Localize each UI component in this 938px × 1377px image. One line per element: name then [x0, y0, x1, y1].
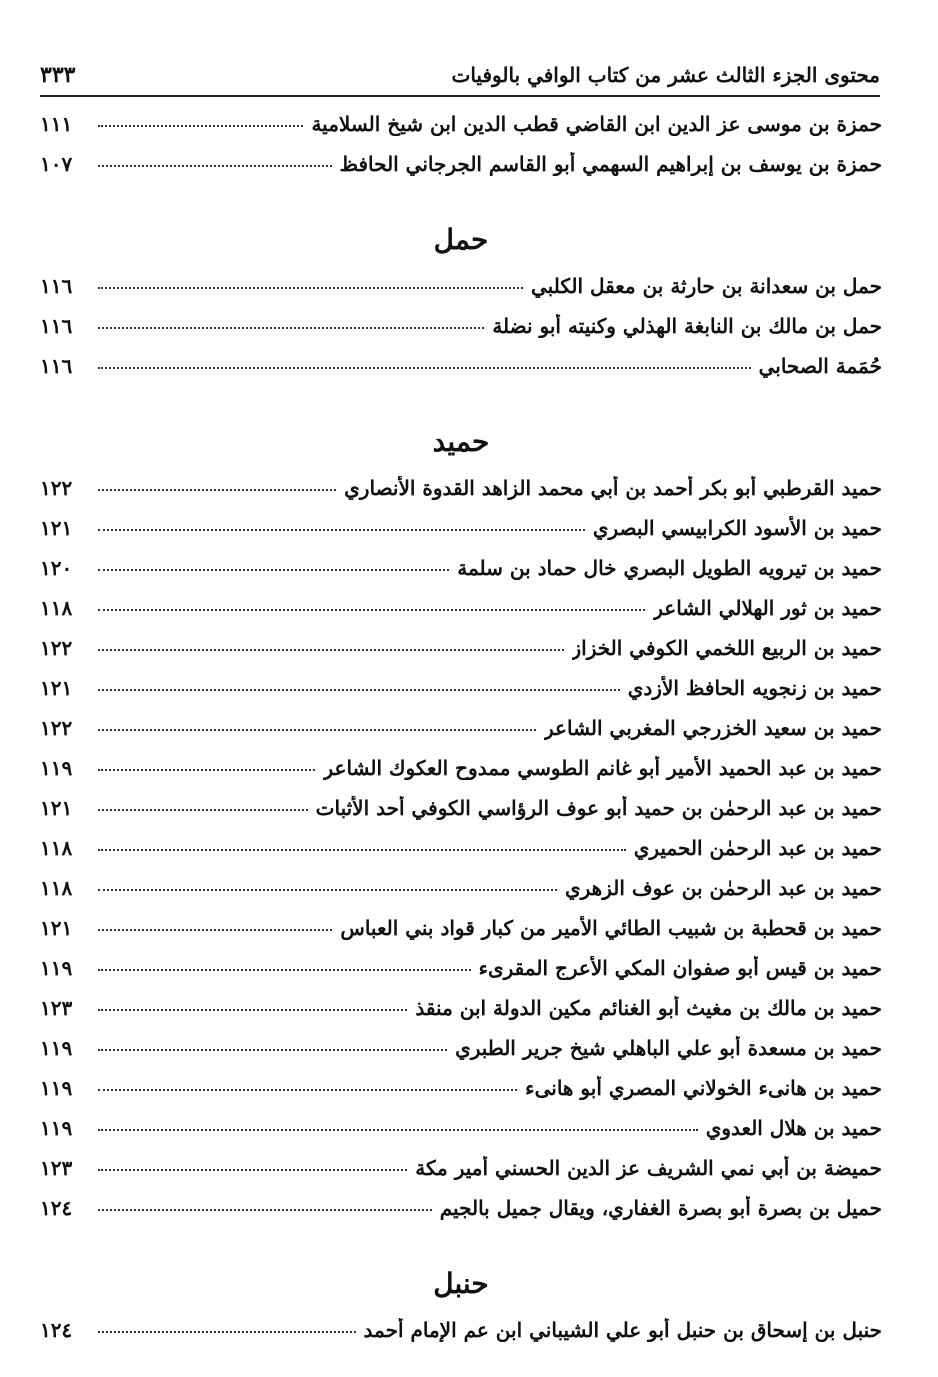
- toc-entry: [40, 1318, 882, 1358]
- entry-page-number: ١٢٠: [40, 556, 73, 580]
- toc-entry: [40, 476, 882, 516]
- page-header: [40, 55, 880, 97]
- entry-name: حميد القرطبي أبو بكر أحمد بن أبي محمد الزاهد القدوة الأنصاري: [344, 476, 882, 500]
- toc-entry: [40, 516, 882, 556]
- entry-name: حميد بن قيس أبو صفوان المكي الأعرج المقرىء: [478, 956, 882, 980]
- entry-name: حمزة بن موسى عز الدين ابن القاضي قطب الدين ابن شيخ السلامية: [311, 112, 882, 136]
- entry-page-number: ١١٨: [40, 836, 73, 860]
- entry-page-number: ١١٦: [40, 314, 73, 338]
- dot-leader: [98, 1089, 517, 1091]
- entry-page-number: ١٠٧: [40, 152, 73, 176]
- dot-leader: [98, 1209, 432, 1211]
- entry-page-number: ١٢١: [40, 796, 73, 820]
- dot-leader: [98, 769, 315, 771]
- section-heading: حنبل: [433, 1267, 489, 1300]
- entry-page-number: ١١٩: [40, 956, 73, 980]
- entry-page-number: ١٢٣: [40, 996, 73, 1020]
- toc-entry: [40, 756, 882, 796]
- entry-page-number: ١١٩: [40, 756, 73, 780]
- toc-entry: [40, 636, 882, 676]
- entry-name: حميد بن هلال العدوي: [705, 1116, 882, 1140]
- dot-leader: [98, 569, 449, 571]
- dot-leader: [98, 165, 332, 167]
- entry-page-number: ١٢١: [40, 516, 73, 540]
- dot-leader: [98, 1169, 407, 1171]
- toc-entry: [40, 112, 882, 152]
- entry-page-number: ١٢٣: [40, 1156, 73, 1180]
- entry-page-number: ١٢١: [40, 676, 73, 700]
- dot-leader: [98, 689, 620, 691]
- entry-name: حميد بن الربيع اللخمي الكوفي الخزاز: [571, 636, 882, 660]
- entry-name: حمزة بن يوسف بن إبراهيم السهمي أبو القاسم الجرجاني الحافظ: [339, 152, 882, 176]
- entry-name: حميد بن هانىء الخولاني المصري أبو هانىء: [525, 1076, 882, 1100]
- entry-name: حميد بن قحطبة بن شبيب الطائي الأمير من كبار قواد بني العباس: [340, 916, 882, 940]
- toc-entry: [40, 596, 882, 636]
- entry-name: حميد بن عبد الرحمٰن بن حميد أبو عوف الرؤاسي الكوفي أحد الأثبات: [315, 796, 882, 820]
- toc-entry: [40, 836, 882, 876]
- entry-name: حمل بن مالك بن النابغة الهذلي وكنيته أبو نضلة: [492, 314, 882, 338]
- dot-leader: [98, 489, 336, 491]
- dot-leader: [98, 327, 484, 329]
- toc-entry: [40, 152, 882, 192]
- entry-name: حميد بن زنجويه الحافظ الأزدي: [627, 676, 882, 700]
- toc-entry: [40, 916, 882, 956]
- entry-page-number: ١١٦: [40, 274, 73, 298]
- entry-name: حميد بن مالك بن مغيث أبو الغنائم مكين الدولة ابن منقذ: [415, 996, 882, 1020]
- toc-entry: [40, 876, 882, 916]
- toc-entry: [40, 1076, 882, 1116]
- entry-name: حنبل بن إسحاق بن حنبل أبو علي الشيباني ابن عم الإمام أحمد: [363, 1318, 882, 1342]
- dot-leader: [98, 367, 751, 369]
- dot-leader: [98, 1049, 447, 1051]
- dot-leader: [98, 1009, 407, 1011]
- page-title: محتوى الجزء الثالث عشر من كتاب الوافي بالوفيات: [451, 63, 880, 87]
- entry-name: حُمَمة الصحابي: [758, 354, 882, 378]
- entry-name: حميل بن بصرة أبو بصرة الغفاري، ويقال جميل بالجيم: [439, 1196, 882, 1220]
- entry-name: حميد بن ثور الهلالي الشاعر: [653, 596, 882, 620]
- dot-leader: [98, 1129, 698, 1131]
- entry-name: حميد بن تيرويه الطويل البصري خال حماد بن سلمة: [457, 556, 882, 580]
- toc-entry: [40, 996, 882, 1036]
- toc-entry: [40, 274, 882, 314]
- toc-entry: [40, 716, 882, 756]
- entry-page-number: ١٢١: [40, 916, 73, 940]
- entry-name: حميد بن عبد الرحمٰن الحميري: [633, 836, 882, 860]
- dot-leader: [98, 529, 585, 531]
- toc-entry: [40, 1156, 882, 1196]
- entry-page-number: ١٢٢: [40, 476, 73, 500]
- toc-entry: [40, 1036, 882, 1076]
- dot-leader: [98, 809, 308, 811]
- dot-leader: [98, 609, 645, 611]
- entry-page-number: ١١٨: [40, 596, 73, 620]
- entry-page-number: ١١٩: [40, 1036, 73, 1060]
- dot-leader: [98, 1331, 356, 1333]
- entry-page-number: ١١٩: [40, 1116, 73, 1140]
- toc-entry: [40, 556, 882, 596]
- toc-entry: [40, 956, 882, 996]
- toc-entry: [40, 1116, 882, 1156]
- entry-page-number: ١١٩: [40, 1076, 73, 1100]
- entry-name: حميد بن عبد الحميد الأمير أبو غانم الطوسي ممدوح العكوك الشاعر: [323, 756, 882, 780]
- toc-entry: [40, 796, 882, 836]
- toc-entry: [40, 1196, 882, 1236]
- entry-name: حميد بن سعيد الخزرجي المغربي الشاعر: [544, 716, 882, 740]
- entry-name: حميد بن مسعدة أبو علي الباهلي شيخ جرير الطبري: [455, 1036, 882, 1060]
- section-heading: حمل: [433, 223, 489, 256]
- toc-entry: [40, 354, 882, 394]
- page-number: ٣٣٣: [40, 62, 76, 88]
- entry-name: حميد بن عبد الرحمٰن بن عوف الزهري: [564, 876, 882, 900]
- dot-leader: [98, 649, 564, 651]
- entry-page-number: ١٢٢: [40, 716, 73, 740]
- entry-name: حميضة بن أبي نمي الشريف عز الدين الحسني أمير مكة: [415, 1156, 882, 1180]
- dot-leader: [98, 729, 536, 731]
- dot-leader: [98, 929, 332, 931]
- entry-page-number: ١٢٤: [40, 1196, 73, 1220]
- entry-page-number: ١١٦: [40, 354, 73, 378]
- entry-name: حمل بن سعدانة بن حارثة بن معقل الكلبي: [531, 274, 882, 298]
- dot-leader: [98, 849, 626, 851]
- section-heading: حميد: [432, 425, 490, 458]
- dot-leader: [98, 889, 557, 891]
- toc-entry: [40, 314, 882, 354]
- dot-leader: [98, 287, 523, 289]
- toc-entry: [40, 676, 882, 716]
- entry-page-number: ١١١: [40, 112, 73, 136]
- dot-leader: [98, 125, 303, 127]
- entry-page-number: ١٢٤: [40, 1318, 73, 1342]
- entry-page-number: ١١٨: [40, 876, 73, 900]
- entry-page-number: ١٢٢: [40, 636, 73, 660]
- entry-name: حميد بن الأسود الكرابيسي البصري: [592, 516, 882, 540]
- dot-leader: [98, 969, 471, 971]
- table-of-contents: [40, 112, 882, 1358]
